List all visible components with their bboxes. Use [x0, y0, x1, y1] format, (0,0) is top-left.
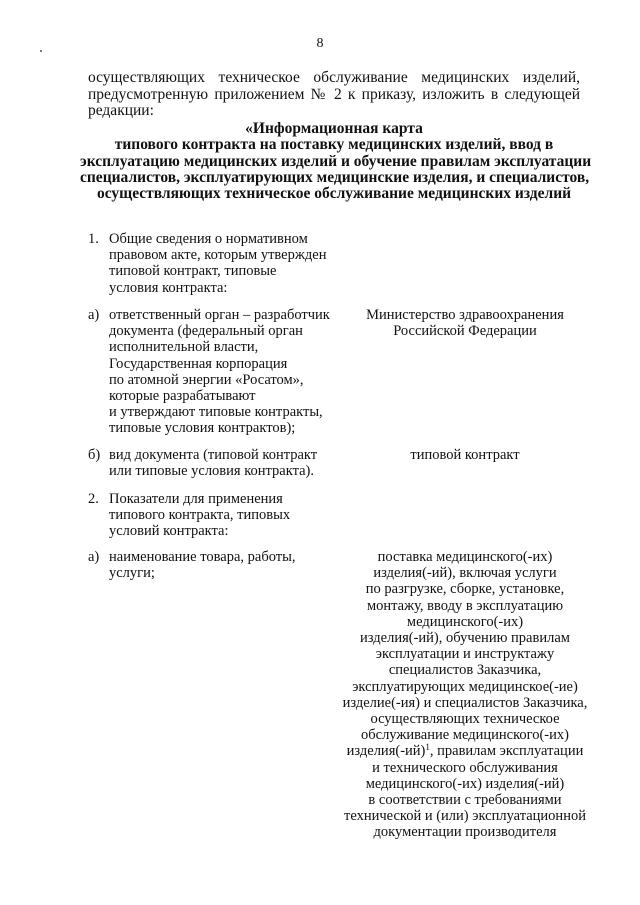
item-2a-value-line: по разгрузке, сборке, установке,: [365, 581, 565, 598]
heading-line: осуществляющих техническое обслуживание медицинских изделий: [96, 185, 572, 203]
item-2a-label: [109, 549, 339, 581]
item-1a-value: [340, 307, 590, 339]
item-1a-label-line: по атомной энергии «Росатом»,: [109, 371, 304, 388]
intro-line: осуществляющих техническое обслуживание медицинских изделий,: [88, 69, 580, 86]
section-2-line: условий контракта:: [109, 523, 229, 540]
section-2-line: типового контракта, типовых: [109, 507, 291, 524]
item-2a-value-line: специалистов Заказчика,: [388, 662, 542, 679]
heading-line: типового контракта на поставку медицинских изделий, ввод в: [114, 136, 554, 154]
section-1-number: 1.: [88, 231, 99, 247]
heading-line: «Информационная карта: [245, 120, 423, 137]
item-2a-value-line: [340, 743, 590, 759]
item-1a-label-line: и утверждают типовые контракты,: [109, 404, 323, 421]
item-2a-value-line: медицинского(-их): [406, 613, 524, 630]
item-2a-value-line: изделия(-ий), обучению правилам: [360, 630, 570, 647]
section-1-line: условия контракта:: [109, 279, 228, 296]
item-1b-marker: б): [88, 447, 101, 463]
item-2a-label-line: услуги;: [109, 565, 155, 582]
item-2a-marker: а): [88, 549, 100, 565]
item-2a-label-line: наименование товара, работы,: [109, 549, 296, 565]
heading-line: специалистов, эксплуатирующих медицинские изделия, и специалистов,: [80, 168, 590, 186]
item-1b-value-line: типовой контракт: [410, 447, 520, 463]
item-1a-value-line: Министерство здравоохранения: [366, 307, 564, 323]
item-2a-value-line: и технического обслуживания: [372, 759, 558, 776]
section-1-line: правовом акте, которым утвержден: [109, 247, 327, 264]
item-1b-value: [340, 447, 590, 463]
section-2-line: Показатели для применения: [109, 491, 283, 507]
section-2-number: 2.: [88, 491, 99, 507]
document-heading: [80, 120, 592, 203]
item-2a-value-fragment: , правилам эксплуатации: [429, 743, 584, 760]
item-1b-label: [109, 447, 339, 479]
item-2a-value-line: документации производителя: [373, 824, 557, 841]
item-1a-label-line: Государственная корпорация: [109, 355, 288, 372]
intro-line: предусмотренную приложением № 2 к приказу, изложить в следующей: [88, 85, 580, 103]
scan-speck: [40, 50, 42, 52]
item-1a-label-line: типовые условия контрактов);: [109, 420, 296, 437]
footnote-mark: 1: [425, 742, 430, 753]
intro-paragraph: [88, 70, 580, 120]
item-1a-label-line: исполнительной власти,: [109, 339, 259, 356]
heading-line: эксплуатацию медицинских изделий и обучение правилам эксплуатации: [80, 152, 592, 170]
item-2a-value: [340, 549, 590, 841]
item-1a-label: [109, 307, 339, 437]
section-1-text: [109, 231, 339, 296]
item-2a-value-line: монтажу, вводу в эксплуатацию: [366, 597, 564, 614]
intro-line: редакции:: [88, 102, 154, 119]
item-1a-label-line: ответственный орган – разработчик: [109, 307, 330, 323]
item-2a-value-line: изделия(-ий), включая услуги: [373, 565, 557, 582]
item-2a-value-line: эксплуатации и инструктажу: [375, 646, 555, 663]
item-2a-value-line: эксплуатирующих медицинское(-ие): [352, 678, 578, 695]
item-1a-label-line: документа (федеральный орган: [109, 323, 303, 340]
item-2a-value-line: технической и (или) эксплуатационной: [344, 808, 586, 825]
section-1-line: типовой контракт, типовые: [109, 263, 277, 280]
page-number: 8: [316, 36, 324, 51]
item-1b-label-line: или типовые условия контракта).: [109, 463, 314, 480]
item-2a-value-line: обслуживание медицинского(-их): [361, 727, 569, 744]
item-2a-value-line: осуществляющих техническое: [370, 711, 560, 728]
item-1b-label-line: вид документа (типовой контракт: [109, 447, 318, 463]
section-1-line: Общие сведения о нормативном: [109, 231, 308, 247]
item-1a-marker: а): [88, 307, 100, 323]
item-1a-label-line: которые разрабатывают: [109, 388, 256, 405]
section-2-text: [109, 491, 339, 540]
item-2a-value-line: поставка медицинского(-их): [377, 549, 553, 565]
item-2a-value-fragment: изделия(-ий): [346, 743, 426, 760]
item-2a-value-line: в соответствии с требованиями: [368, 792, 562, 809]
item-2a-value-line: изделие(-ия) и специалистов Заказчика,: [342, 694, 588, 711]
item-1a-value-line: Российской Федерации: [393, 323, 537, 340]
item-2a-value-line: медицинского(-их) изделия(-ий): [365, 775, 565, 792]
